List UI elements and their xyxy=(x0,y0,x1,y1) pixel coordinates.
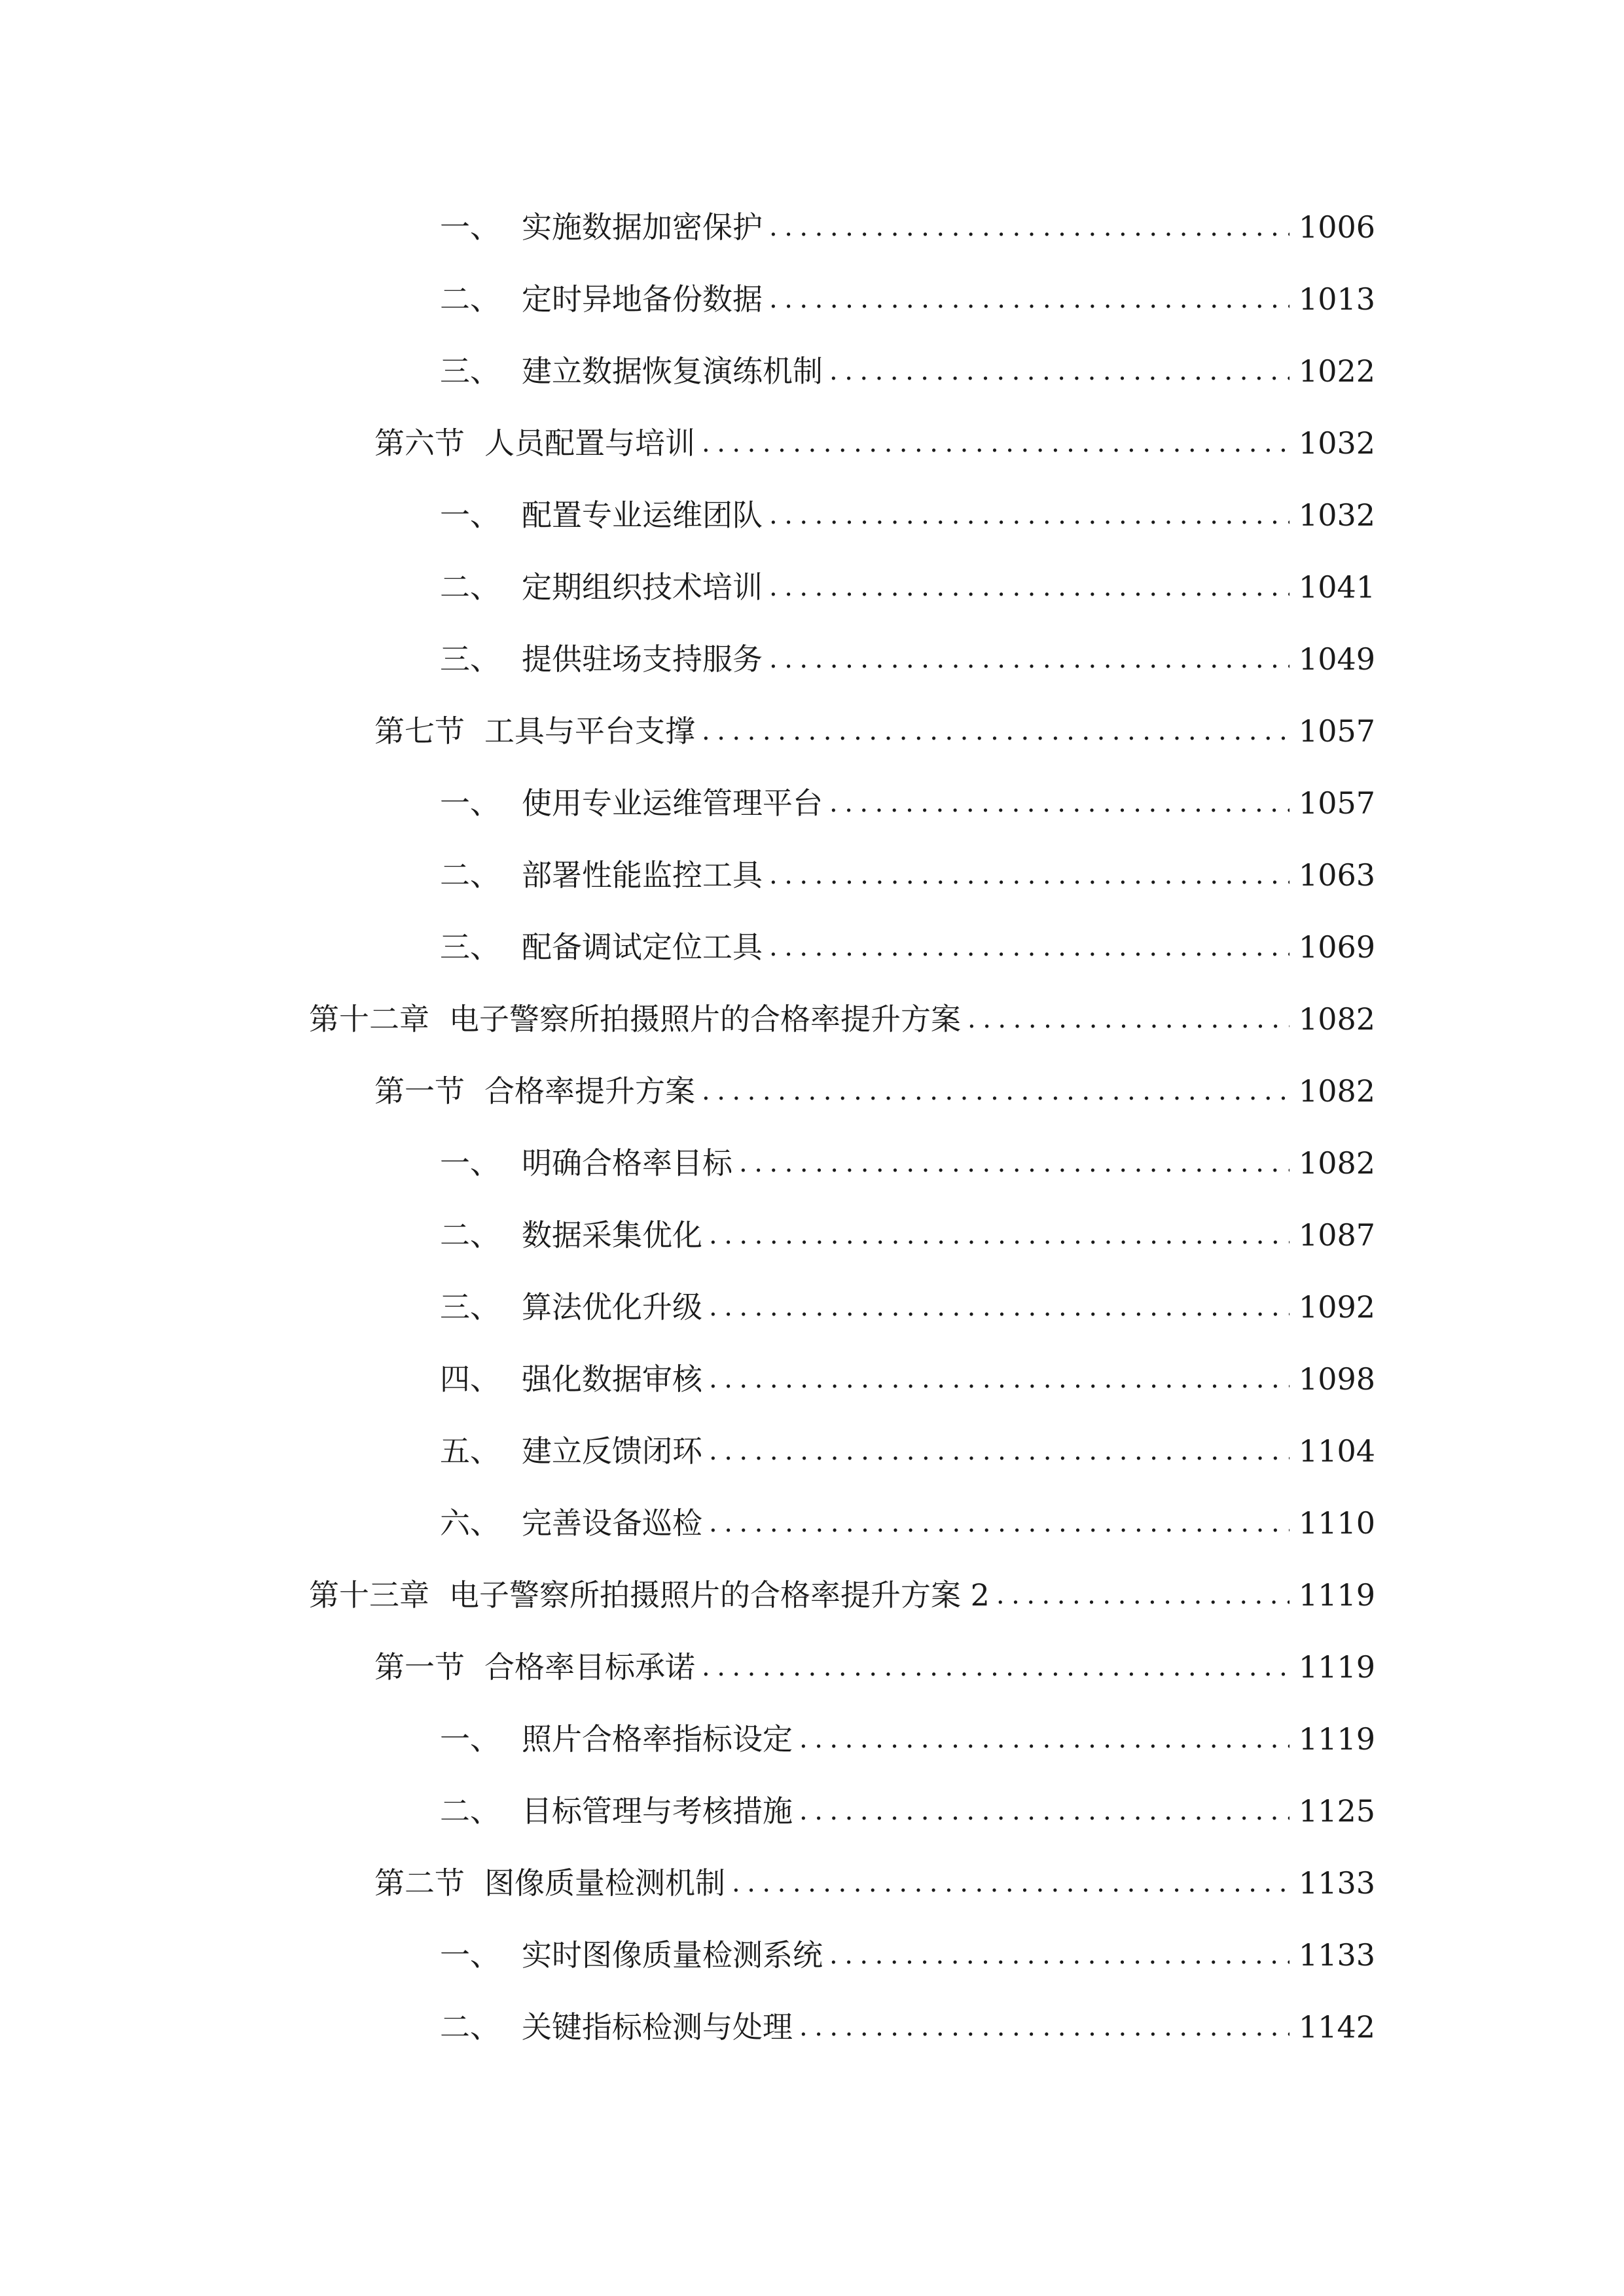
toc-page-number: 1032 xyxy=(1298,425,1375,461)
toc-title: 数据采集优化 xyxy=(522,1217,702,1253)
toc-title: 合格率目标承诺 xyxy=(484,1649,695,1685)
toc-number: 一、 xyxy=(440,1937,500,1973)
toc-page-number: 1119 xyxy=(1298,1649,1375,1685)
toc-title: 电子警察所拍摄照片的合格率提升方案 2 xyxy=(449,1577,990,1613)
dot-leader xyxy=(769,920,1290,975)
dot-leader xyxy=(769,200,1290,255)
toc-number: 第七节 xyxy=(374,713,465,749)
toc-page-number: 1032 xyxy=(1298,497,1375,533)
toc-title: 人员配置与培训 xyxy=(484,425,695,461)
toc-entry[interactable] xyxy=(440,344,1375,399)
toc-entry[interactable] xyxy=(440,1496,1375,1551)
toc-title: 关键指标检测与处理 xyxy=(522,2009,793,2045)
toc-title: 强化数据审核 xyxy=(522,1361,702,1397)
toc-page-number: 1133 xyxy=(1298,1865,1375,1901)
toc-entry[interactable] xyxy=(440,488,1375,543)
toc-number: 第二节 xyxy=(374,1865,465,1901)
dot-leader xyxy=(709,1208,1290,1263)
toc-page-number: 1092 xyxy=(1298,1289,1375,1325)
dot-leader xyxy=(769,560,1290,615)
toc-entry[interactable] xyxy=(374,1856,1375,1910)
toc-title: 提供驻场支持服务 xyxy=(522,641,763,677)
toc-entry[interactable] xyxy=(309,992,1375,1047)
toc-entry[interactable] xyxy=(440,1928,1375,1982)
toc-page-number: 1119 xyxy=(1298,1577,1375,1613)
toc-entry[interactable] xyxy=(440,200,1375,255)
toc-number: 第十三章 xyxy=(309,1577,429,1613)
toc-number: 第六节 xyxy=(374,425,465,461)
dot-leader xyxy=(709,1424,1290,1479)
toc-entry[interactable] xyxy=(440,560,1375,615)
toc-number: 一、 xyxy=(440,497,500,533)
toc-number: 六、 xyxy=(440,1505,500,1541)
toc-number: 一、 xyxy=(440,1721,500,1757)
toc-number: 二、 xyxy=(440,1217,500,1253)
toc-page-number: 1125 xyxy=(1298,1793,1375,1829)
dot-leader xyxy=(732,1856,1290,1910)
toc-page-number: 1057 xyxy=(1298,785,1375,821)
toc-entry[interactable] xyxy=(309,1568,1375,1623)
toc-number: 一、 xyxy=(440,209,500,245)
toc-entry[interactable] xyxy=(374,1064,1375,1119)
dot-leader xyxy=(702,1064,1290,1119)
toc-title: 定时异地备份数据 xyxy=(522,281,763,317)
toc-title: 合格率提升方案 xyxy=(484,1073,695,1109)
toc-entry[interactable] xyxy=(440,848,1375,903)
dot-leader xyxy=(769,848,1290,903)
dot-leader xyxy=(967,992,1290,1047)
toc-page-number: 1104 xyxy=(1298,1433,1375,1469)
toc-title: 建立数据恢复演练机制 xyxy=(522,353,823,389)
toc-entry[interactable] xyxy=(440,1424,1375,1479)
toc-page-number: 1082 xyxy=(1298,1145,1375,1181)
dot-leader xyxy=(702,416,1290,471)
toc-title: 部署性能监控工具 xyxy=(522,857,763,893)
toc-entry[interactable] xyxy=(440,1712,1375,1767)
toc-number: 一、 xyxy=(440,1145,500,1181)
toc-number: 三、 xyxy=(440,641,500,677)
toc-page-number: 1069 xyxy=(1298,929,1375,965)
dot-leader xyxy=(769,272,1290,327)
dot-leader xyxy=(769,488,1290,543)
toc-number: 三、 xyxy=(440,929,500,965)
toc-entry[interactable] xyxy=(440,1280,1375,1335)
toc-page-number: 1087 xyxy=(1298,1217,1375,1253)
toc-title: 配置专业运维团队 xyxy=(522,497,763,533)
toc-title: 实施数据加密保护 xyxy=(522,209,763,245)
toc-title: 目标管理与考核措施 xyxy=(522,1793,793,1829)
toc-page-number: 1041 xyxy=(1298,569,1375,605)
dot-leader xyxy=(769,632,1290,687)
toc-number: 三、 xyxy=(440,1289,500,1325)
toc-number: 四、 xyxy=(440,1361,500,1397)
dot-leader xyxy=(799,2000,1290,2054)
dot-leader xyxy=(996,1568,1290,1623)
toc-title: 照片合格率指标设定 xyxy=(522,1721,793,1757)
toc-entry[interactable] xyxy=(374,704,1375,759)
toc-number: 第一节 xyxy=(374,1073,465,1109)
toc-title: 完善设备巡检 xyxy=(522,1505,702,1541)
toc-entry[interactable] xyxy=(440,920,1375,975)
toc-page-number: 1098 xyxy=(1298,1361,1375,1397)
toc-number: 二、 xyxy=(440,281,500,317)
toc-title: 明确合格率目标 xyxy=(522,1145,732,1181)
toc-page-number: 1049 xyxy=(1298,641,1375,677)
toc-number: 一、 xyxy=(440,785,500,821)
toc-title: 配备调试定位工具 xyxy=(522,929,763,965)
dot-leader xyxy=(709,1280,1290,1335)
toc-number: 第十二章 xyxy=(309,1001,429,1037)
toc-page-number: 1063 xyxy=(1298,857,1375,893)
toc-title: 使用专业运维管理平台 xyxy=(522,785,823,821)
toc-page-number: 1142 xyxy=(1298,2009,1375,2045)
toc-page-number: 1006 xyxy=(1298,209,1375,245)
dot-leader xyxy=(799,1784,1290,1839)
dot-leader xyxy=(799,1712,1290,1767)
toc-entry[interactable] xyxy=(440,632,1375,687)
toc-number: 五、 xyxy=(440,1433,500,1469)
toc-number: 第一节 xyxy=(374,1649,465,1685)
toc-page-number: 1057 xyxy=(1298,713,1375,749)
toc-title: 实时图像质量检测系统 xyxy=(522,1937,823,1973)
toc-page-number: 1110 xyxy=(1298,1505,1375,1541)
toc-title: 图像质量检测机制 xyxy=(484,1865,725,1901)
toc-title: 算法优化升级 xyxy=(522,1289,702,1325)
toc-entry[interactable] xyxy=(440,1784,1375,1839)
toc-page-number: 1133 xyxy=(1298,1937,1375,1973)
toc-entry[interactable] xyxy=(440,1208,1375,1263)
toc-number: 二、 xyxy=(440,569,500,605)
toc-entry[interactable] xyxy=(374,1640,1375,1695)
dot-leader xyxy=(709,1496,1290,1551)
toc-page-number: 1082 xyxy=(1298,1001,1375,1037)
toc-title: 定期组织技术培训 xyxy=(522,569,763,605)
toc-title: 电子警察所拍摄照片的合格率提升方案 xyxy=(449,1001,961,1037)
dot-leader xyxy=(702,1640,1290,1695)
dot-leader xyxy=(702,704,1290,759)
toc-number: 二、 xyxy=(440,1793,500,1829)
toc-page-number: 1022 xyxy=(1298,353,1375,389)
toc-number: 二、 xyxy=(440,2009,500,2045)
toc-entry[interactable] xyxy=(440,1352,1375,1407)
toc-entry[interactable] xyxy=(440,2000,1375,2054)
toc-title: 工具与平台支撑 xyxy=(484,713,695,749)
toc-entry[interactable] xyxy=(440,272,1375,327)
toc-number: 二、 xyxy=(440,857,500,893)
toc-entry[interactable] xyxy=(374,416,1375,471)
dot-leader xyxy=(829,1928,1290,1982)
toc-title: 建立反馈闭环 xyxy=(522,1433,702,1469)
toc-entry[interactable] xyxy=(440,1136,1375,1191)
dot-leader xyxy=(829,776,1290,831)
toc-page-number: 1119 xyxy=(1298,1721,1375,1757)
toc-page-number: 1013 xyxy=(1298,281,1375,317)
toc-number: 三、 xyxy=(440,353,500,389)
dot-leader xyxy=(829,344,1290,399)
toc-page-number: 1082 xyxy=(1298,1073,1375,1109)
dot-leader xyxy=(709,1352,1290,1407)
toc-entry[interactable] xyxy=(440,776,1375,831)
dot-leader xyxy=(739,1136,1290,1191)
